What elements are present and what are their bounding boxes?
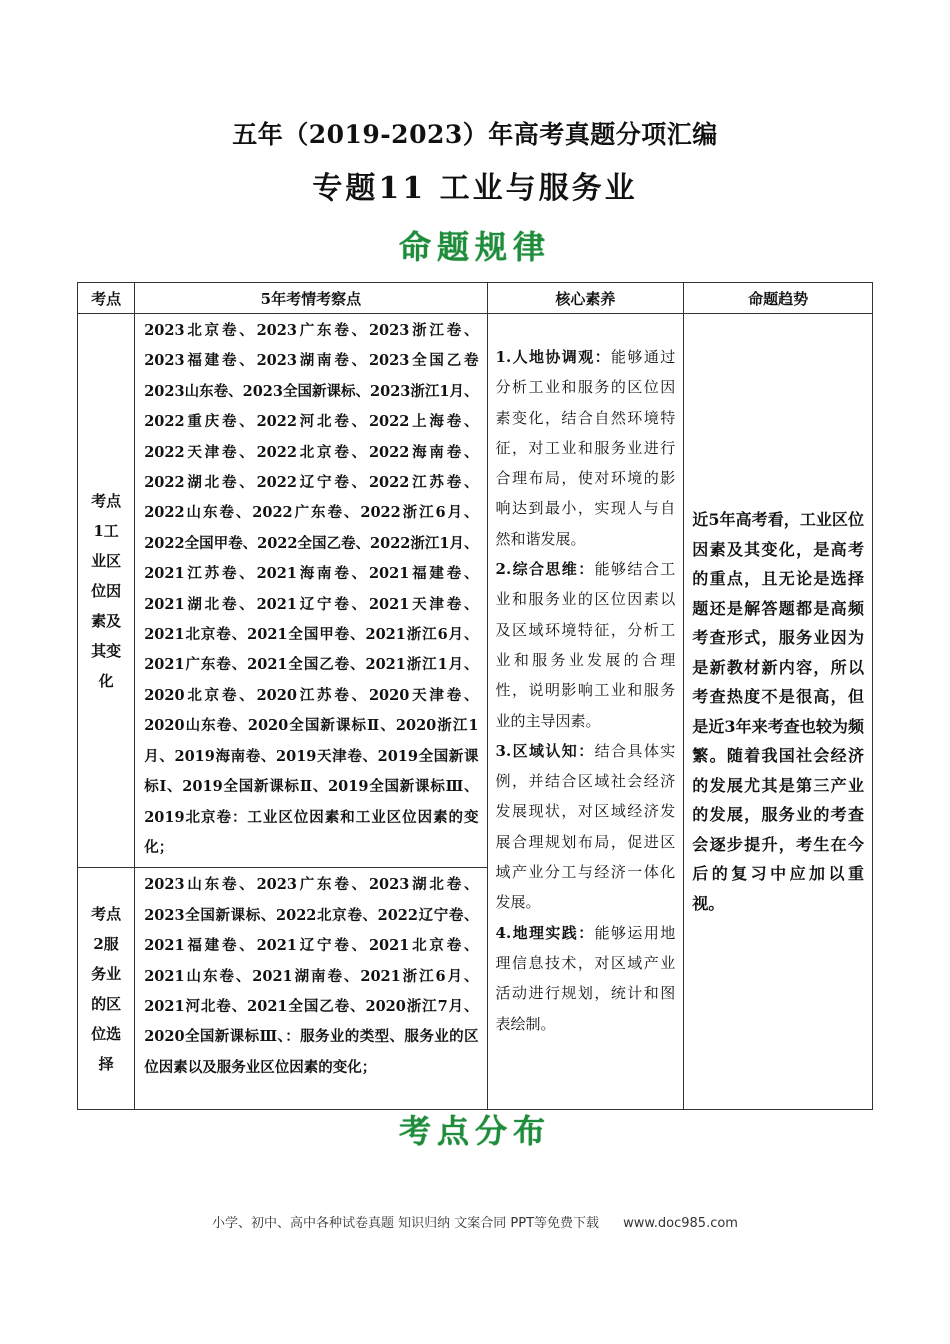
section-heading-distribution: 考点分布 — [398, 1112, 551, 1150]
table-header-row — [78, 283, 873, 314]
topic-title: 专题11 工业与服务业 — [312, 171, 638, 206]
footer — [0, 1212, 950, 1231]
section-heading-rules: 命题规律 — [398, 228, 551, 266]
trend-cell: 近5年高考看，工业区位因素及其变化，是高考的重点，且无论是选择题还是解答题都是高频考查形式，服务业因为是新教材新内容，所以考查热度不是很高，但是近3年来考查也较为频繁。随着我国社会经济的发展尤其是第三产业的发展，服务业的考查会逐步提升，考生在今后的复习中应加以重视。 — [684, 314, 873, 1110]
column-header: 命题趋势 — [684, 283, 873, 314]
kaodian-cell: 考点1工业区位因素及其变化 — [78, 314, 135, 868]
footer-text: 小学、初中、高中各种试卷真题 知识归纳 文案合同 PPT等免费下载 — [212, 1216, 600, 1231]
exam-points-cell: 2023山东卷、2023广东卷、2023湖北卷、2023全国新课标、2022北京卷、2022辽宁卷、2021福建卷、2021辽宁卷、2021北京卷、2021山东卷、2021湖南卷、2021浙江6月、2021河北卷、2021全国乙卷、2020浙江7月、2020全国新课标Ⅲ、：服务业的类型、服务业的区位因素以及服务业区位因素的变化； — [135, 868, 487, 1110]
summary-table — [77, 282, 873, 1110]
table-row — [78, 314, 873, 868]
core-item: 2.综合思维：能够结合工业和服务业的区位因素以及区域环境特征，分析工业和服务业发展的合理性，说明影响工业和服务业的主导因素。 — [495, 560, 676, 730]
exam-points-cell: 2023北京卷、2023广东卷、2023浙江卷、2023福建卷、2023湖南卷、2023全国乙卷2023山东卷、2023全国新课标、2023浙江1月、2022重庆卷、2022河北卷、2022上海卷、2022天津卷、2022北京卷、2022海南卷、2022湖北卷、2022辽宁卷、2022江苏卷、2022山东卷、2022广东卷、2022浙江6月、2022全国甲卷、2022全国乙卷、2022浙江1月、2021江苏卷、2021海南卷、2021福建卷、2021湖北卷、2021辽宁卷、2021天津卷、2021北京卷、2021全国甲卷、2021浙江6月、2021广东卷、2021全国乙卷、2021浙江1月、2020北京卷、2020江苏卷、2020天津卷、2020山东卷、2020全国新课标Ⅱ、2020浙江1月、2019海南卷、2019天津卷、2019全国新课标Ⅰ、2019全国新课标Ⅱ、2019全国新课标Ⅲ、2019北京卷：工业区位因素和工业区位因素的变化； — [135, 314, 487, 868]
core-item: 3.区域认知：结合具体实例，并结合区域社会经济发展现状，对区域经济发展合理规划布局，促进区域产业分工与经济一体化发展。 — [495, 741, 676, 912]
column-header: 核心素养 — [487, 283, 684, 314]
document-title: 五年（2019-2023）年高考真题分项汇编 — [232, 120, 718, 149]
column-header: 5年考情考察点 — [135, 283, 487, 314]
kaodian-cell: 考点2服务业的区位选择 — [78, 868, 135, 1110]
footer-url[interactable]: www.doc985.com — [623, 1216, 738, 1231]
core-literacy-cell — [487, 314, 684, 1110]
core-item: 1.人地协调观：能够通过分析工业和服务的区位因素变化，结合自然环境特征，对工业和服务业进行合理布局，使对环境的影响达到最小，实现人与自然和谐发展。 — [495, 348, 676, 548]
column-header: 考点 — [78, 283, 135, 314]
core-item: 4.地理实践：能够运用地理信息技术，对区域产业活动进行规划，统计和图表绘制。 — [495, 923, 676, 1033]
